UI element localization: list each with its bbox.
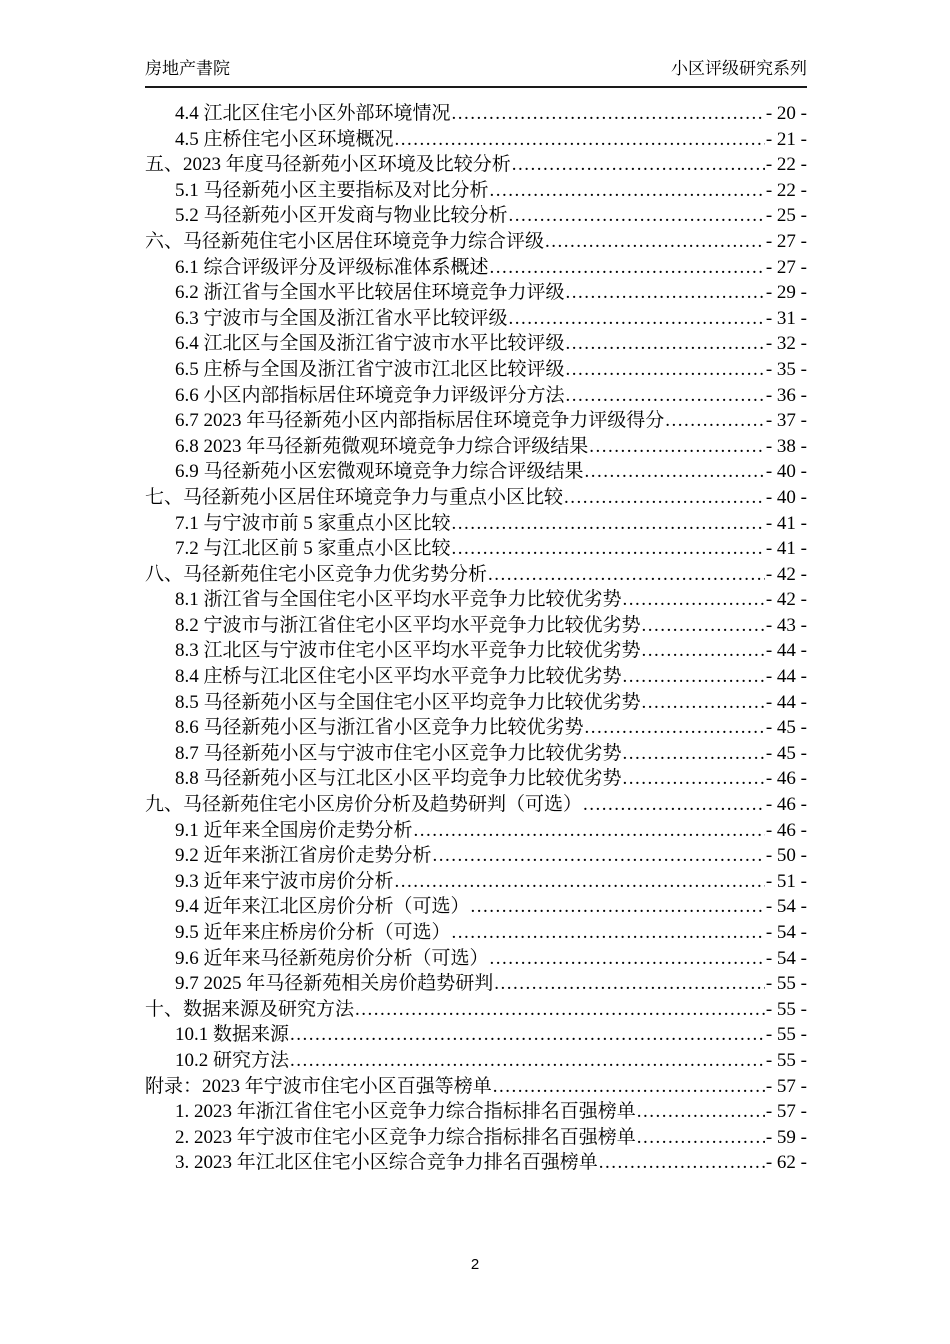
toc-entry-title: 7.2 与江北区前 5 家重点小区比较 xyxy=(175,538,451,560)
toc-list xyxy=(145,101,807,1176)
toc-leader-dots xyxy=(564,485,765,511)
toc-entry[interactable] xyxy=(145,869,807,895)
toc-page-number: - 54 - xyxy=(765,947,807,969)
toc-entry-title: 4.4 江北区住宅小区外部环境情况 xyxy=(175,103,451,124)
toc-page-number: - 20 - xyxy=(765,103,807,124)
toc-entry-title: 9.1 近年来全国房价走势分析 xyxy=(175,819,413,841)
toc-entry-title: 9.3 近年来宁波市房价分析 xyxy=(175,870,394,892)
toc-leader-dots xyxy=(623,664,765,690)
toc-entry-title: 八、马径新苑住宅小区竞争力优劣势分析 xyxy=(145,563,488,585)
toc-entry-title: 6.1 综合评级评分及评级标准体系概述 xyxy=(175,256,489,278)
toc-entry-title: 5.2 马径新苑小区开发商与物业比较分析 xyxy=(175,205,508,227)
toc-entry-title: 6.7 2023 年马径新苑小区内部指标居住环境竞争力评级得分 xyxy=(175,410,665,432)
toc-page-number: - 50 - xyxy=(765,845,807,867)
toc-leader-dots xyxy=(642,613,765,639)
toc-entry-title: 6.4 江北区与全国及浙江省宁波市水平比较评级 xyxy=(175,333,565,355)
toc-page-number: - 55 - xyxy=(765,1049,807,1071)
toc-entry-title: 九、马径新苑住宅小区房价分析及趋势研判（可选） xyxy=(145,794,583,816)
toc-entry[interactable] xyxy=(145,894,807,920)
toc-entry[interactable] xyxy=(145,331,807,357)
toc-entry[interactable] xyxy=(145,818,807,844)
toc-entry[interactable] xyxy=(145,843,807,869)
toc-page-number: - 55 - xyxy=(765,973,807,995)
toc-entry[interactable] xyxy=(145,203,807,229)
toc-entry[interactable] xyxy=(145,127,807,153)
toc-page-number: - 27 - xyxy=(765,230,807,252)
toc-entry-title: 6.8 2023 年马径新苑微观环境竞争力综合评级结果 xyxy=(175,435,589,457)
header-left-title: 房地产書院 xyxy=(145,59,230,78)
toc-page-number: - 42 - xyxy=(765,589,807,611)
toc-entry-title: 8.4 庄桥与江北区住宅小区平均水平竞争力比较优劣势 xyxy=(175,666,622,688)
toc-leader-dots xyxy=(433,843,765,869)
toc-entry-title: 8.8 马径新苑小区与江北区小区平均竞争力比较优劣势 xyxy=(175,768,622,790)
toc-page-number: - 46 - xyxy=(765,819,807,841)
toc-entry-title: 9.7 2025 年马径新苑相关房价趋势研判 xyxy=(175,973,494,995)
toc-entry-title: 6.9 马径新苑小区宏微观环境竞争力综合评级结果 xyxy=(175,461,584,483)
toc-entry-title: 七、马径新苑小区居住环境竞争力与重点小区比较 xyxy=(145,486,564,508)
toc-entry[interactable] xyxy=(145,101,807,127)
toc-page-number: - 40 - xyxy=(765,486,807,508)
toc-page-number: - 22 - xyxy=(765,154,807,176)
toc-entry[interactable] xyxy=(145,306,807,332)
toc-leader-dots xyxy=(395,127,765,153)
toc-entry-title: 3. 2023 年江北区住宅小区综合竞争力排名百强榜单 xyxy=(175,1152,598,1174)
toc-entry[interactable] xyxy=(145,1048,807,1074)
toc-leader-dots xyxy=(355,997,765,1023)
toc-entry[interactable] xyxy=(145,434,807,460)
toc-entry[interactable] xyxy=(145,1125,807,1151)
toc-entry[interactable] xyxy=(145,946,807,972)
toc-entry-title: 2. 2023 年宁波市住宅小区竞争力综合指标排名百强榜单 xyxy=(175,1126,636,1148)
toc-entry-title: 8.1 浙江省与全国住宅小区平均水平竞争力比较优劣势 xyxy=(175,589,622,611)
toc-page-number: - 38 - xyxy=(765,435,807,457)
toc-entry-title: 10.1 数据来源 xyxy=(175,1024,290,1046)
toc-leader-dots xyxy=(623,766,765,792)
toc-leader-dots xyxy=(452,920,765,946)
header-right-series: 小区评级研究系列 xyxy=(671,59,807,78)
toc-entry[interactable] xyxy=(145,178,807,204)
toc-entry[interactable] xyxy=(145,562,807,588)
toc-entry-title: 9.2 近年来浙江省房价走势分析 xyxy=(175,845,432,867)
toc-leader-dots xyxy=(589,434,765,460)
toc-entry[interactable] xyxy=(145,152,807,178)
toc-leader-dots xyxy=(566,280,765,306)
toc-page-number: - 57 - xyxy=(765,1101,807,1123)
toc-entry-title: 10.2 研究方法 xyxy=(175,1049,290,1071)
toc-entry-title: 6.5 庄桥与全国及浙江省宁波市江北区比较评级 xyxy=(175,358,565,380)
toc-leader-dots xyxy=(623,741,765,767)
toc-entry[interactable] xyxy=(145,715,807,741)
toc-leader-dots xyxy=(623,587,765,613)
toc-entry-title: 8.6 马径新苑小区与浙江省小区竞争力比较优劣势 xyxy=(175,717,584,739)
toc-entry[interactable] xyxy=(145,485,807,511)
toc-entry-title: 附录：2023 年宁波市住宅小区百强等榜单 xyxy=(145,1075,492,1097)
toc-leader-dots xyxy=(545,229,765,255)
toc-leader-dots xyxy=(494,971,765,997)
toc-entry-title: 7.1 与宁波市前 5 家重点小区比较 xyxy=(175,512,451,534)
toc-entry[interactable] xyxy=(145,511,807,537)
toc-leader-dots xyxy=(599,1150,765,1176)
toc-page-number: - 55 - xyxy=(765,998,807,1020)
toc-leader-dots xyxy=(490,178,765,204)
toc-leader-dots xyxy=(452,511,765,537)
toc-entry-title: 8.3 江北区与宁波市住宅小区平均水平竞争力比较优劣势 xyxy=(175,640,641,662)
toc-leader-dots xyxy=(488,562,765,588)
toc-entry-title: 8.7 马径新苑小区与宁波市住宅小区竞争力比较优劣势 xyxy=(175,742,622,764)
toc-entry[interactable] xyxy=(145,408,807,434)
toc-entry[interactable] xyxy=(145,690,807,716)
toc-page-number: - 35 - xyxy=(765,358,807,380)
toc-entry-title: 9.4 近年来江北区房价分析（可选） xyxy=(175,896,470,918)
toc-page-number: - 44 - xyxy=(765,640,807,662)
toc-entry-title: 9.5 近年来庄桥房价分析（可选） xyxy=(175,922,451,943)
toc-page-number: - 22 - xyxy=(765,179,807,201)
toc-entry[interactable] xyxy=(145,280,807,306)
toc-leader-dots xyxy=(490,946,765,972)
toc-leader-dots xyxy=(583,792,765,818)
toc-entry[interactable] xyxy=(145,638,807,664)
toc-entry[interactable] xyxy=(145,1074,807,1100)
toc-entry[interactable] xyxy=(145,255,807,281)
toc-entry-title: 十、数据来源及研究方法 xyxy=(145,998,355,1020)
toc-page-number: - 45 - xyxy=(765,742,807,764)
toc-entry-title: 8.2 宁波市与浙江省住宅小区平均水平竞争力比较优劣势 xyxy=(175,614,641,636)
toc-entry[interactable] xyxy=(145,766,807,792)
toc-leader-dots xyxy=(395,869,765,895)
toc-page-number: - 44 - xyxy=(765,691,807,713)
toc-entry[interactable] xyxy=(145,587,807,613)
toc-entry-title: 六、马径新苑住宅小区居住环境竞争力综合评级 xyxy=(145,230,545,252)
toc-entry[interactable] xyxy=(145,997,807,1023)
toc-page-number: - 41 - xyxy=(765,538,807,560)
toc-page-number: - 41 - xyxy=(765,512,807,534)
toc-page-number: - 54 - xyxy=(765,896,807,918)
toc-page-number: - 42 - xyxy=(765,563,807,585)
toc-leader-dots xyxy=(637,1099,765,1125)
toc-page-number: - 29 - xyxy=(765,282,807,304)
toc-entry[interactable] xyxy=(145,459,807,485)
toc-entry[interactable] xyxy=(145,920,807,946)
toc-leader-dots xyxy=(414,818,765,844)
toc-page-number: - 31 - xyxy=(765,307,807,329)
toc-page-number: - 40 - xyxy=(765,461,807,483)
toc-page-number: - 44 - xyxy=(765,666,807,688)
toc-leader-dots xyxy=(290,1022,765,1048)
toc-page-number: - 21 - xyxy=(765,128,807,150)
page-header xyxy=(145,58,807,88)
toc-entry[interactable] xyxy=(145,741,807,767)
toc-entry[interactable] xyxy=(145,1099,807,1125)
toc-entry[interactable] xyxy=(145,792,807,818)
toc-page-number: - 43 - xyxy=(765,614,807,636)
toc-leader-dots xyxy=(512,152,765,178)
toc-leader-dots xyxy=(490,255,765,281)
toc-leader-dots xyxy=(471,894,765,920)
toc-entry[interactable] xyxy=(145,1150,807,1176)
toc-leader-dots xyxy=(290,1048,765,1074)
toc-entry[interactable] xyxy=(145,357,807,383)
toc-page-number: - 25 - xyxy=(765,205,807,227)
toc-page-number: - 45 - xyxy=(765,717,807,739)
toc-leader-dots xyxy=(566,357,765,383)
toc-leader-dots xyxy=(452,101,765,127)
toc-page-number: - 59 - xyxy=(765,1126,807,1148)
toc-leader-dots xyxy=(509,306,765,332)
toc-page-number: - 36 - xyxy=(765,384,807,406)
footer-page-number: 2 xyxy=(470,1256,480,1273)
toc-entry[interactable] xyxy=(145,229,807,255)
toc-entry-title: 1. 2023 年浙江省住宅小区竞争力综合指标排名百强榜单 xyxy=(175,1101,636,1123)
toc-leader-dots xyxy=(585,459,765,485)
toc-leader-dots xyxy=(566,331,765,357)
toc-entry[interactable] xyxy=(145,1022,807,1048)
toc-leader-dots xyxy=(509,203,765,229)
toc-page-number: - 55 - xyxy=(765,1024,807,1046)
toc-page-number: - 51 - xyxy=(765,870,807,892)
toc-entry[interactable] xyxy=(145,664,807,690)
toc-leader-dots xyxy=(493,1074,765,1100)
toc-entry[interactable] xyxy=(145,536,807,562)
toc-page-number: - 46 - xyxy=(765,794,807,816)
toc-leader-dots xyxy=(642,690,765,716)
toc-leader-dots xyxy=(642,638,765,664)
toc-page-number: - 37 - xyxy=(765,410,807,432)
toc-entry-title: 8.5 马径新苑小区与全国住宅小区平均竞争力比较优劣势 xyxy=(175,691,641,713)
toc-entry[interactable] xyxy=(145,383,807,409)
toc-page-number: - 57 - xyxy=(765,1075,807,1097)
toc-entry-title: 6.6 小区内部指标居住环境竞争力评级评分方法 xyxy=(175,384,565,406)
toc-page-number: - 62 - xyxy=(765,1152,807,1174)
toc-page-number: - 46 - xyxy=(765,768,807,790)
toc-entry-title: 6.2 浙江省与全国水平比较居住环境竞争力评级 xyxy=(175,282,565,304)
toc-entry[interactable] xyxy=(145,613,807,639)
toc-leader-dots xyxy=(566,383,765,409)
toc-entry-title: 5.1 马径新苑小区主要指标及对比分析 xyxy=(175,179,489,201)
toc-entry-title: 6.3 宁波市与全国及浙江省水平比较评级 xyxy=(175,307,508,329)
page-footer xyxy=(0,1256,950,1273)
toc-page-number: - 27 - xyxy=(765,256,807,278)
toc-entry[interactable] xyxy=(145,971,807,997)
toc-entry-title: 4.5 庄桥住宅小区环境概况 xyxy=(175,128,394,150)
toc-leader-dots xyxy=(637,1125,765,1151)
toc-leader-dots xyxy=(452,536,765,562)
toc-page-number: - 32 - xyxy=(765,333,807,355)
toc-entry-title: 五、2023 年度马径新苑小区环境及比较分析 xyxy=(145,154,511,176)
toc-page-number: - 54 - xyxy=(765,922,807,943)
toc-leader-dots xyxy=(665,408,765,434)
toc-leader-dots xyxy=(585,715,765,741)
toc-entry-title: 9.6 近年来马径新苑房价分析（可选） xyxy=(175,947,489,969)
